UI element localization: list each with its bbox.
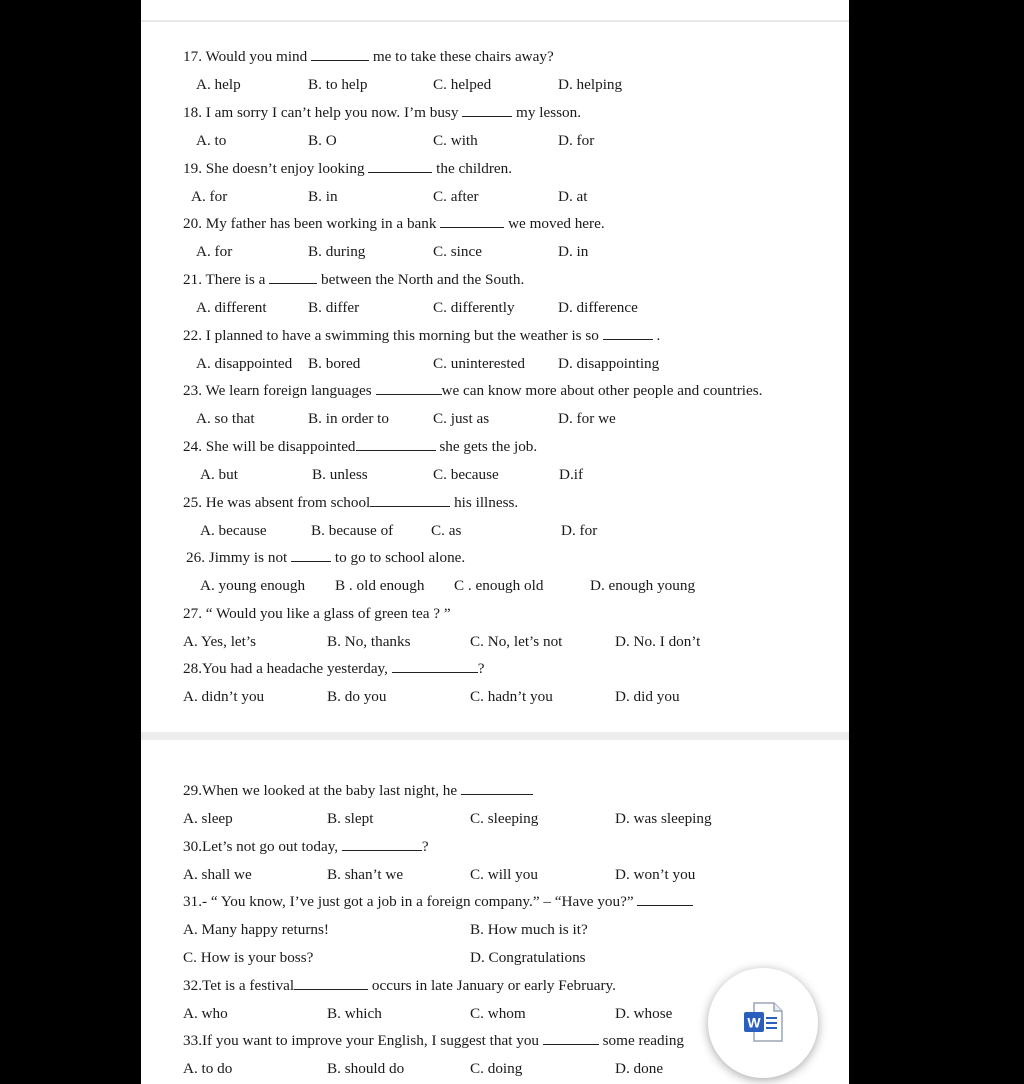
answer-blank: [370, 494, 450, 507]
question-text: 31.- “ You know, I’ve just got a job in a foreign company.” – “Have you?”: [183, 893, 638, 910]
answer-option: B. should do: [327, 1060, 405, 1077]
answer-option: B. which: [327, 1005, 382, 1022]
question-text: ?: [421, 838, 429, 855]
question-text: 28.You had a headache yesterday,: [183, 660, 392, 677]
answer-option: C. will you: [470, 866, 538, 883]
answer-option: D. No. I don’t: [615, 633, 701, 650]
question-text: 23. We learn foreign languages: [183, 382, 376, 399]
answer-option: B. because of: [311, 522, 394, 539]
question-text: 24. She will be disappointed: [183, 438, 356, 455]
question-text: his illness.: [450, 494, 519, 511]
answer-option: C. hadn’t you: [470, 688, 553, 705]
answer-option: D. in: [558, 243, 589, 260]
question-text: 30.Let’s not go out today,: [183, 838, 342, 855]
word-document-icon: [742, 1000, 786, 1044]
answer-option: B. during: [308, 243, 366, 260]
question-29: [183, 782, 533, 800]
answer-option: D. whose: [615, 1005, 673, 1022]
page-divider: [141, 732, 849, 740]
answer-option: A. shall we: [183, 866, 252, 883]
answer-option: B. O: [308, 132, 337, 149]
answer-option: C. after: [433, 188, 479, 205]
question-text: 27. “ Would you like a glass of green tea ? ”: [183, 605, 451, 622]
answer-option: B . old enough: [335, 577, 425, 594]
question-21: [183, 271, 524, 289]
answer-option: C. How is your boss?: [183, 949, 314, 966]
question-30: [183, 838, 429, 856]
answer-option: B. How much is it?: [470, 921, 588, 938]
answer-blank: [440, 215, 504, 228]
answer-option: A. because: [200, 522, 267, 539]
answer-blank: [269, 271, 317, 284]
question-text: 25. He was absent from school: [183, 494, 371, 511]
answer-option: D. done: [615, 1060, 664, 1077]
question-31: [183, 893, 693, 911]
answer-blank: [376, 382, 442, 395]
question-text: we moved here.: [504, 215, 605, 232]
answer-option: C. doing: [470, 1060, 523, 1077]
question-text: occurs in late January or early February.: [368, 977, 616, 994]
question-text: 20. My father has been working in a bank: [183, 215, 441, 232]
word-letter: W: [747, 1014, 761, 1031]
question-23: [183, 382, 762, 400]
answer-blank: [462, 104, 512, 117]
question-text: 17. Would you mind: [183, 48, 312, 65]
answer-option: B. bored: [308, 355, 361, 372]
answer-blank: [368, 160, 432, 173]
question-text: 18. I am sorry I can’t help you now. I’m busy: [183, 104, 463, 121]
question-text: 19. She doesn’t enjoy looking: [183, 160, 369, 177]
question-text: 21. There is a: [183, 271, 270, 288]
answer-option: B. unless: [312, 466, 368, 483]
question-text: 29.When we looked at the baby last night, he: [183, 782, 461, 799]
answer-option: C. sleeping: [470, 810, 539, 827]
answer-option: C. with: [433, 132, 478, 149]
question-text: 33.If you want to improve your English, I suggest that you: [183, 1032, 543, 1049]
question-text: me to take these chairs away?: [369, 48, 554, 65]
answer-option: A. help: [196, 76, 241, 93]
answer-option: D. at: [558, 188, 588, 205]
answer-blank: [291, 549, 331, 562]
answer-blank: [311, 48, 369, 61]
answer-option: D. difference: [558, 299, 638, 316]
answer-option: A. to do: [183, 1060, 233, 1077]
question-text: ?: [477, 660, 485, 677]
answer-option: B. to help: [308, 76, 368, 93]
document-page-1: [141, 22, 849, 732]
answer-option: D. for: [558, 132, 595, 149]
answer-option: B. slept: [327, 810, 374, 827]
answer-option: D. was sleeping: [615, 810, 712, 827]
question-20: [183, 215, 605, 233]
answer-option: A. different: [196, 299, 267, 316]
answer-option: D.if: [559, 466, 584, 483]
question-text: 32.Tet is a festival: [183, 977, 295, 994]
answer-option: C. as: [431, 522, 462, 539]
answer-option: D. Congratulations: [470, 949, 586, 966]
question-28: [183, 660, 485, 678]
question-26: [186, 549, 465, 567]
answer-option: D. did you: [615, 688, 680, 705]
answer-option: A. for: [191, 188, 228, 205]
answer-option: A. for: [196, 243, 233, 260]
question-text: she gets the job.: [435, 438, 538, 455]
question-text: 26. Jimmy is not: [186, 549, 292, 566]
question-22: [183, 327, 660, 345]
question-17: [183, 48, 554, 66]
page-top-edge: [141, 0, 849, 20]
answer-option: A. but: [200, 466, 238, 483]
answer-option: C. helped: [433, 76, 492, 93]
question-text: the children.: [432, 160, 513, 177]
answer-option: C. since: [433, 243, 482, 260]
answer-option: A. to: [196, 132, 227, 149]
question-25: [183, 494, 518, 512]
answer-option: C . enough old: [454, 577, 544, 594]
answer-option: A. Many happy returns!: [183, 921, 329, 938]
answer-option: B. do you: [327, 688, 387, 705]
answer-option: B. in: [308, 188, 338, 205]
answer-option: A. disappointed: [196, 355, 293, 372]
answer-option: A. sleep: [183, 810, 233, 827]
answer-option: A. Yes, let’s: [183, 633, 256, 650]
answer-blank: [392, 660, 478, 673]
answer-option: A. young enough: [200, 577, 306, 594]
question-19: [183, 160, 512, 178]
answer-blank: [342, 838, 422, 851]
answer-option: A. who: [183, 1005, 228, 1022]
question-32: [183, 977, 616, 995]
question-33: [183, 1032, 684, 1050]
answer-option: C. whom: [470, 1005, 526, 1022]
answer-option: A. so that: [196, 410, 255, 427]
question-text: some reading: [598, 1032, 685, 1049]
answer-option: B. No, thanks: [327, 633, 411, 650]
answer-blank: [461, 782, 533, 795]
question-27: [183, 605, 451, 623]
question-text: we can know more about other people and countries.: [441, 382, 763, 399]
answer-option: C. uninterested: [433, 355, 525, 372]
answer-option: B. in order to: [308, 410, 389, 427]
answer-option: B. differ: [308, 299, 360, 316]
question-text: between the North and the South.: [317, 271, 525, 288]
question-text: .: [652, 327, 661, 344]
answer-option: C. differently: [433, 299, 515, 316]
question-text: to go to school alone.: [331, 549, 466, 566]
question-text: 22. I planned to have a swimming this morning but the weather is so: [183, 327, 603, 344]
answer-option: D. won’t you: [615, 866, 696, 883]
answer-option: D. for we: [558, 410, 616, 427]
answer-blank: [294, 977, 368, 990]
answer-option: B. shan’t we: [327, 866, 404, 883]
open-in-word-button[interactable]: [708, 968, 818, 1078]
question-text: my lesson.: [512, 104, 582, 121]
answer-blank: [356, 438, 436, 451]
question-18: [183, 104, 581, 122]
answer-option: A. didn’t you: [183, 688, 265, 705]
answer-option: D. disappointing: [558, 355, 660, 372]
answer-option: C. No, let’s not: [470, 633, 563, 650]
answer-option: C. just as: [433, 410, 490, 427]
answer-blank: [543, 1032, 599, 1045]
answer-option: D. helping: [558, 76, 623, 93]
answer-blank: [637, 893, 693, 906]
answer-option: D. enough young: [590, 577, 696, 594]
answer-option: D. for: [561, 522, 598, 539]
answer-blank: [603, 327, 653, 340]
answer-option: C. because: [433, 466, 499, 483]
question-24: [183, 438, 537, 456]
